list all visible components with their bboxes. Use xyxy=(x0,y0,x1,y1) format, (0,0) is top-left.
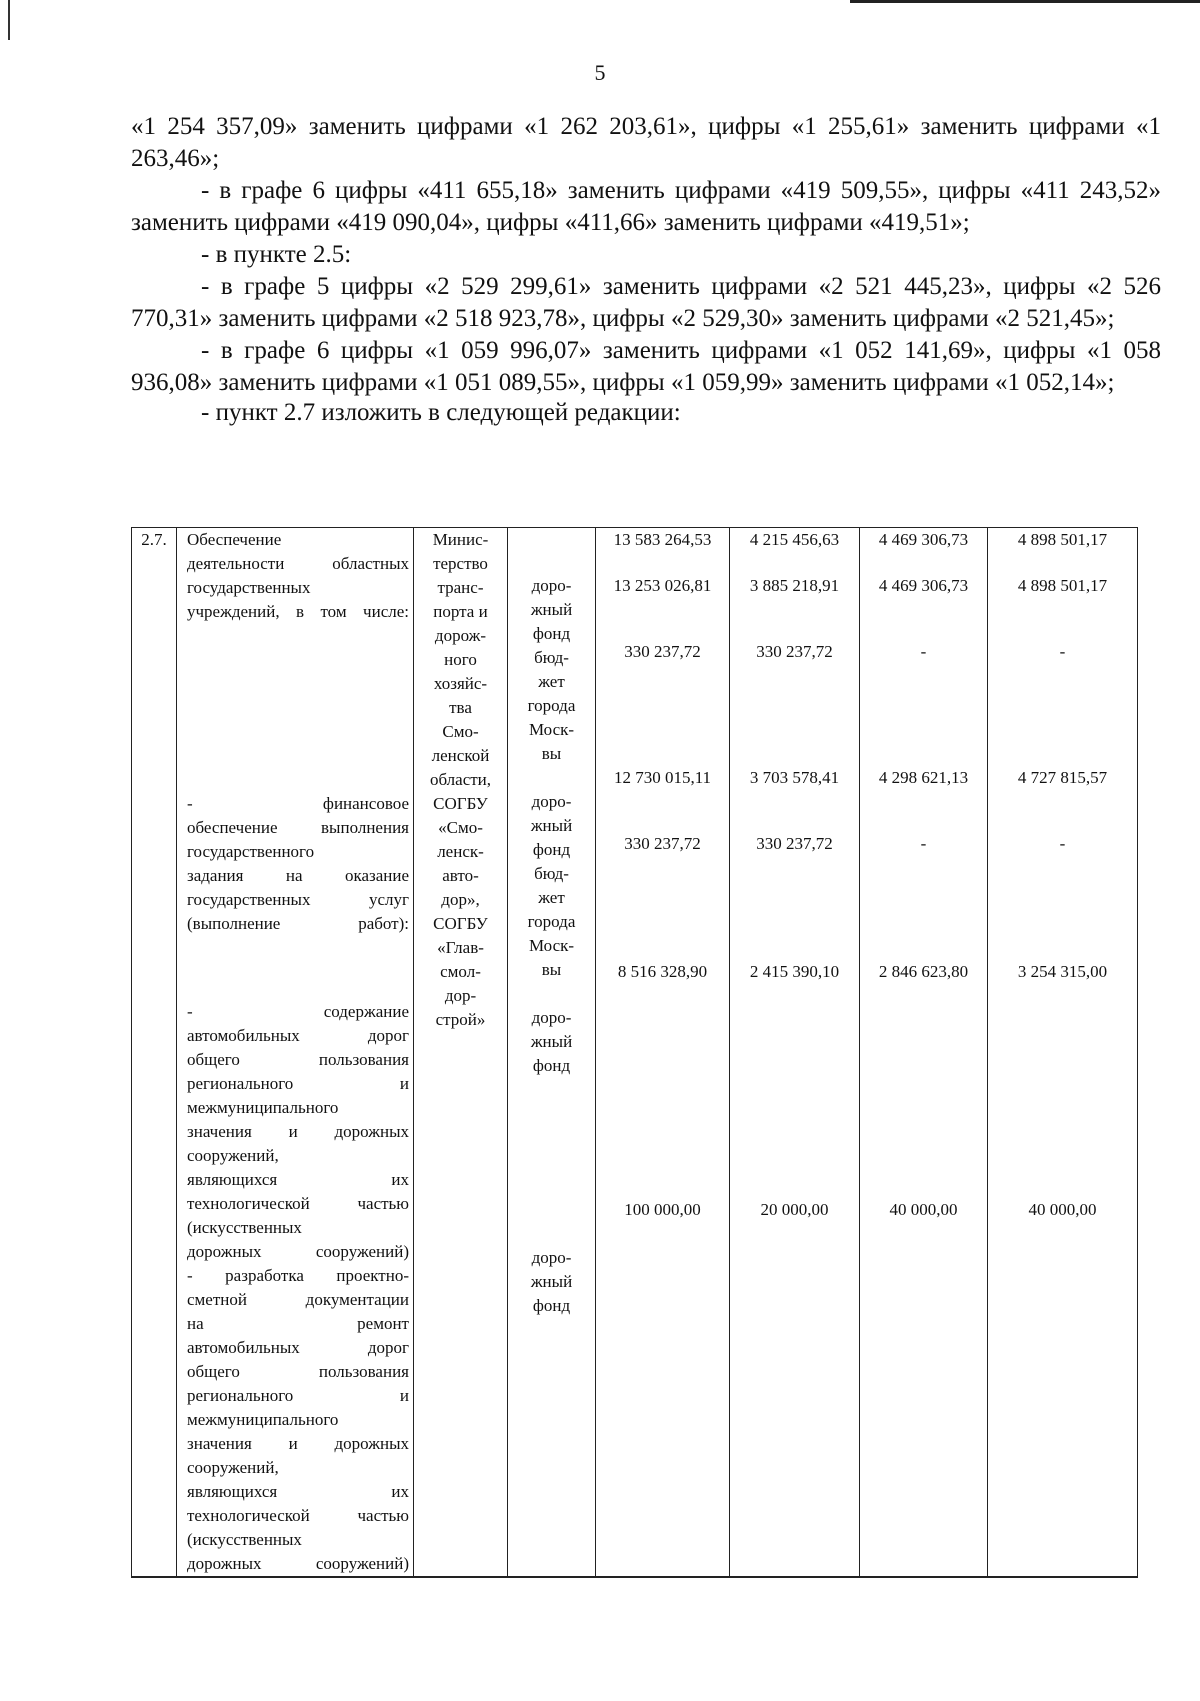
description-cell xyxy=(177,528,414,1578)
funding-source-line: Моск- xyxy=(528,720,575,739)
executor-line: «Смо- xyxy=(438,818,483,837)
value-cell: 330 237,72 xyxy=(756,834,833,853)
funding-source-line: доро- xyxy=(531,1008,572,1027)
funding-source-line: фонд xyxy=(532,624,571,643)
value-cell: 4 898 501,17 xyxy=(1017,530,1108,549)
description-block xyxy=(177,1264,413,1576)
description-line: сооружений, xyxy=(187,1458,279,1477)
value-cell: 4 727 815,57 xyxy=(1017,768,1108,787)
amendment-text xyxy=(131,111,1161,427)
funding-source-line: жет xyxy=(538,672,565,691)
description-line: - разработка проектно- xyxy=(187,1266,409,1285)
funding-source-line: бюд- xyxy=(534,648,569,667)
value-cell: 4 215 456,63 xyxy=(749,530,840,549)
value-cell: 4 298 621,13 xyxy=(878,768,969,787)
value-cell: 2 415 390,10 xyxy=(749,962,840,981)
funding-source-line: жный xyxy=(530,1032,573,1051)
executor-line: ного xyxy=(444,650,477,669)
executor-line: области, xyxy=(429,770,492,789)
funding-source-line: фонд xyxy=(532,840,571,859)
funding-source-line: фонд xyxy=(532,1056,571,1075)
description-line: межмуниципального xyxy=(187,1098,339,1117)
executor-line: ленской xyxy=(431,746,490,765)
description-line: (искусственных xyxy=(187,1218,302,1237)
funding-source-line: жный xyxy=(530,1272,573,1291)
funding-source-line: фонд xyxy=(532,1296,571,1315)
executor-line: СОГБУ xyxy=(433,914,488,933)
value-cell: - xyxy=(1059,834,1066,853)
value-cell: 330 237,72 xyxy=(624,642,701,661)
description-line: государственных услуг xyxy=(187,890,409,909)
description-line: являющихся их xyxy=(187,1170,409,1189)
value-cell: 330 237,72 xyxy=(756,642,833,661)
value-column xyxy=(730,528,860,1578)
description-line: деятельности областных xyxy=(187,554,409,573)
description-line: сметной документации xyxy=(187,1290,409,1309)
executor-line: СОГБУ xyxy=(433,794,488,813)
funding-source xyxy=(508,646,595,766)
executor-line: строй» xyxy=(435,1010,486,1029)
executor-line: дор- xyxy=(444,986,477,1005)
description-line: автомобильных дорог xyxy=(187,1026,409,1045)
description-line: учреждений, в том числе: xyxy=(187,602,409,621)
executor-line: дорож- xyxy=(434,626,487,645)
description-line: общего пользования xyxy=(187,1362,409,1381)
description-line: (искусственных xyxy=(187,1530,302,1549)
item-number: 2.7. xyxy=(132,528,177,1578)
description-line: государственных xyxy=(187,578,311,597)
executor-cell xyxy=(414,528,508,1578)
description-line: общего пользования xyxy=(187,1050,409,1069)
description-block xyxy=(177,1000,413,1264)
funding-source-line: жный xyxy=(530,816,573,835)
value-cell: 3 885 218,91 xyxy=(749,576,840,595)
paragraph: «1 254 357,09» заменить цифрами «1 262 203,61», цифры «1 255,61» заменить цифрами «1 263,46»; xyxy=(131,113,1161,172)
funding-source xyxy=(508,1006,595,1078)
description-block xyxy=(177,792,413,936)
paragraph: - в графе 6 цифры «1 059 996,07» заменить цифрами «1 052 141,69», цифры «1 058 936,08» заменить цифрами «1 051 089,55», цифры «1 059,99» заменить цифрами «1 052,14»; xyxy=(131,337,1161,396)
description-line: государственного xyxy=(187,842,315,861)
description-block xyxy=(177,528,413,624)
top-border-line xyxy=(850,0,1200,3)
funding-source xyxy=(508,574,595,646)
funding-source-line: города xyxy=(527,696,576,715)
amendment-table xyxy=(131,527,1138,1578)
value-cell: 100 000,00 xyxy=(624,1200,701,1219)
funding-source xyxy=(508,790,595,862)
executor-line: «Глав- xyxy=(437,938,484,957)
funding-source-line: жный xyxy=(530,600,573,619)
executor-line: авто- xyxy=(442,866,479,885)
description-line: (выполнение работ): xyxy=(187,914,409,933)
value-column xyxy=(860,528,988,1578)
value-cell: 4 469 306,73 xyxy=(878,530,969,549)
scan-edge-mark xyxy=(8,0,10,40)
description-line: являющихся их xyxy=(187,1482,409,1501)
description-line: - содержание xyxy=(187,1002,409,1021)
description-line: дорожных сооружений) xyxy=(187,1554,409,1573)
description-line: обеспечение выполнения xyxy=(187,818,409,837)
value-cell: 4 469 306,73 xyxy=(878,576,969,595)
description-line: значения и дорожных xyxy=(187,1122,409,1141)
funding-source xyxy=(508,862,595,982)
description-line: дорожных сооружений) xyxy=(187,1242,409,1261)
value-column xyxy=(988,528,1138,1578)
executor-line: Смо- xyxy=(442,722,479,741)
paragraph: - в графе 5 цифры «2 529 299,61» заменить цифрами «2 521 445,23», цифры «2 526 770,31» заменить цифрами «2 518 923,78», цифры «2 529,30» заменить цифрами «2 521,45»; xyxy=(131,273,1161,332)
executor-line: дор», xyxy=(441,890,480,909)
description-line: задания на оказание xyxy=(187,866,409,885)
value-cell: 40 000,00 xyxy=(1028,1200,1097,1219)
funding-source-line: доро- xyxy=(531,792,572,811)
value-cell: 13 583 264,53 xyxy=(613,530,712,549)
executor-line: терство xyxy=(433,554,488,573)
executor-line: порта и xyxy=(433,602,488,621)
funding-source-line: доро- xyxy=(531,1248,572,1267)
funding-source-line: жет xyxy=(538,888,565,907)
funding-source-line: Моск- xyxy=(528,936,575,955)
value-column xyxy=(596,528,730,1578)
value-cell: 3 703 578,41 xyxy=(749,768,840,787)
executor-text xyxy=(414,528,507,1032)
executor-line: смол- xyxy=(440,962,481,981)
value-cell: - xyxy=(920,642,927,661)
funding-source-line: вы xyxy=(541,744,562,763)
funding-source-cell xyxy=(508,528,596,1578)
executor-line: хозяйс- xyxy=(433,674,488,693)
funding-source-line: бюд- xyxy=(534,864,569,883)
description-line: на ремонт xyxy=(187,1314,409,1333)
executor-line: тва xyxy=(449,698,472,717)
paragraph: - в пункте 2.5: xyxy=(201,241,352,268)
executor-line: ленск- xyxy=(437,842,484,861)
description-line: межмуниципального xyxy=(187,1410,339,1429)
value-cell: 13 253 026,81 xyxy=(613,576,712,595)
funding-source-line: вы xyxy=(541,960,562,979)
description-line: регионального и xyxy=(187,1074,409,1093)
value-cell: - xyxy=(1059,642,1066,661)
value-cell: 40 000,00 xyxy=(889,1200,958,1219)
description-line: регионального и xyxy=(187,1386,409,1405)
value-cell: 2 846 623,80 xyxy=(878,962,969,981)
executor-line: Минис- xyxy=(432,530,489,549)
description-line: Обеспечение xyxy=(187,530,282,549)
table-row xyxy=(132,528,1138,1578)
value-cell: - xyxy=(920,834,927,853)
description-line: сооружений, xyxy=(187,1146,279,1165)
description-line: технологической частью xyxy=(187,1194,409,1213)
value-cell: 12 730 015,11 xyxy=(613,768,712,787)
executor-line: транс- xyxy=(437,578,484,597)
funding-source-line: доро- xyxy=(531,576,572,595)
description-line: автомобильных дорог xyxy=(187,1338,409,1357)
paragraph: - пункт 2.7 изложить в следующей редакции: xyxy=(201,399,681,426)
funding-source xyxy=(508,1246,595,1318)
paragraph: - в графе 6 цифры «411 655,18» заменить цифрами «419 509,55», цифры «411 243,52» заменить цифрами «419 090,04», цифры «411,66» заменить цифрами «419,51»; xyxy=(131,177,1161,236)
description-line: значения и дорожных xyxy=(187,1434,409,1453)
value-cell: 8 516 328,90 xyxy=(617,962,708,981)
description-line: - финансовое xyxy=(187,794,409,813)
description-line: технологической частью xyxy=(187,1506,409,1525)
value-cell: 3 254 315,00 xyxy=(1017,962,1108,981)
value-cell: 4 898 501,17 xyxy=(1017,576,1108,595)
value-cell: 20 000,00 xyxy=(760,1200,829,1219)
page-number: 5 xyxy=(594,60,606,85)
value-cell: 330 237,72 xyxy=(624,834,701,853)
funding-source-line: города xyxy=(527,912,576,931)
